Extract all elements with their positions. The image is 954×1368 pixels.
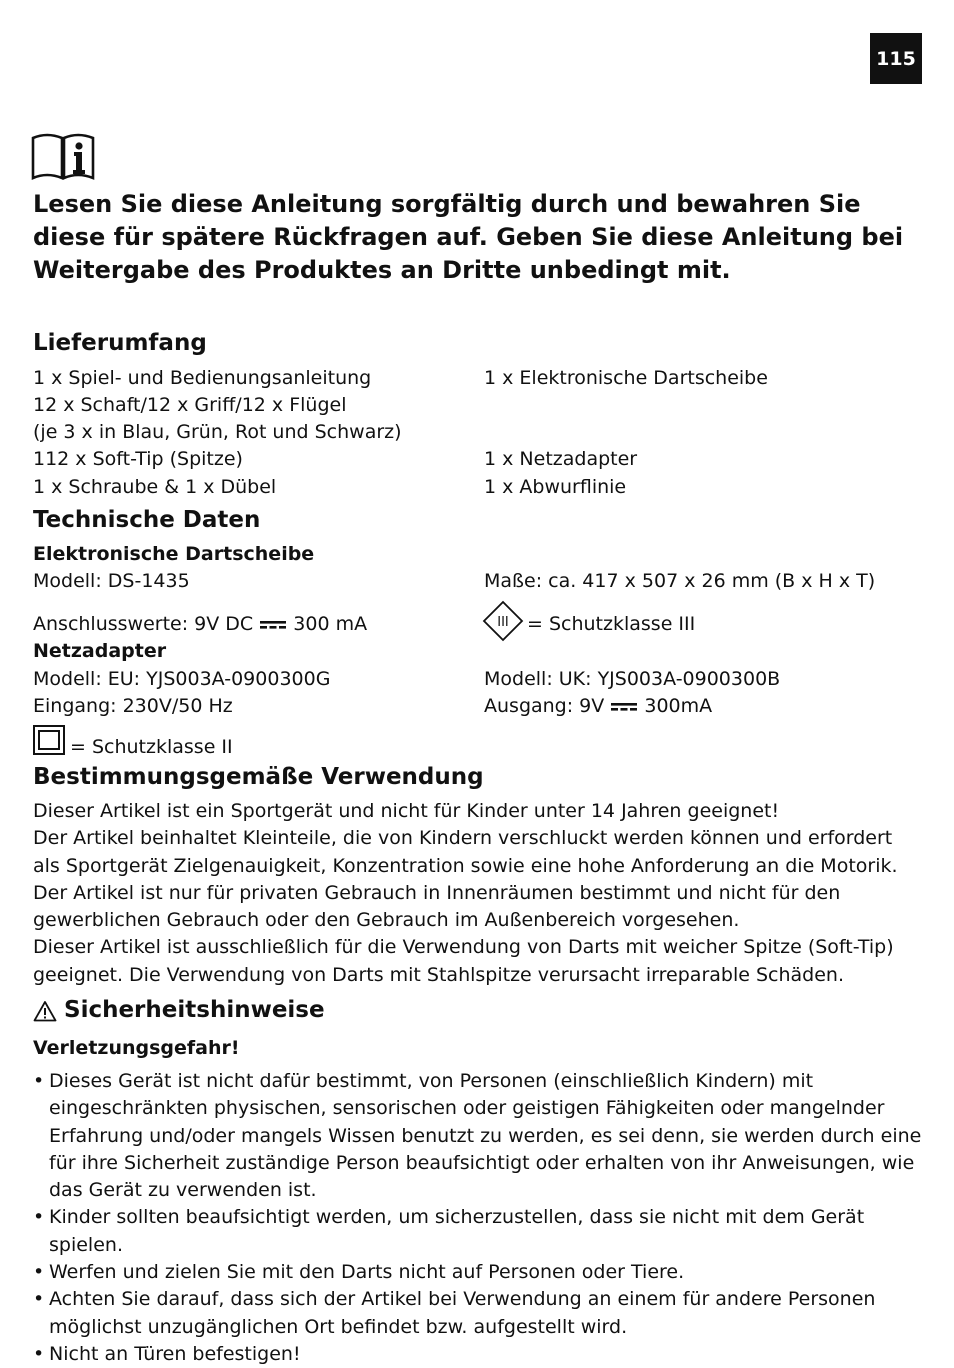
warning-icon (33, 1000, 57, 1022)
verletzungsgefahr-subheading: Verletzungsgefahr! (33, 1037, 240, 1059)
list-item: 1 x Schraube & 1 x Dübel (33, 476, 277, 498)
safety-bullet: • Achten Sie darauf, dass sich der Artikel bei Verwendung an einem für andere Personen möglichst unzugänglichen Ort befindet bzw. aufgestellt wird. (33, 1286, 923, 1341)
modell-text: Modell: DS-1435 (33, 570, 190, 592)
protection-class-ii-icon (33, 725, 65, 755)
eingang-text: Eingang: 230V/50 Hz (33, 695, 233, 717)
sicherheit-heading: Sicherheitshinweise (64, 997, 325, 1023)
technische-daten-heading: Technische Daten (33, 507, 261, 533)
list-item: 12 x Schaft/12 x Griff/12 x Flügel (33, 394, 347, 416)
anschlusswerte-label: Anschlusswerte: 9V DC (33, 613, 254, 635)
netzadapter-subheading: Netzadapter (33, 640, 167, 662)
dartscheibe-subheading: Elektronische Dartscheibe (33, 543, 315, 565)
schutzklasse-iii-text: = Schutzklasse III (527, 613, 696, 635)
list-item: 1 x Netzadapter (484, 448, 638, 470)
manual-info-icon (31, 130, 95, 180)
page-number: 115 (870, 33, 922, 84)
ausgang-value: 300mA (644, 695, 713, 717)
bestimmung-paragraph: Der Artikel ist nur für privaten Gebrauch in Innenräumen bestimmt und nicht für den gewerblichen Gebrauch oder den Gebrauch im Außenbereich vorgesehen. (33, 881, 841, 932)
list-item: 112 x Soft-Tip (Spitze) (33, 448, 243, 470)
bestimmung-paragraph: Der Artikel beinhaltet Kleinteile, die von Kindern verschluckt werden können und erfordert als Sportgerät Zielgenauigkeit, Konzentration sowie eine hohe Anforderung an die Motorik. (33, 827, 898, 877)
ausgang-label: Ausgang: 9V (484, 695, 605, 717)
masse-text: Maße: ca. 417 x 507 x 26 mm (B x H x T) (484, 570, 876, 592)
safety-bullet: • Nicht an Türen befestigen! (33, 1341, 923, 1368)
bestimmung-text (33, 798, 923, 989)
bestimmung-paragraph: Dieser Artikel ist ausschließlich für die Verwendung von Darts mit weicher Spitze (Soft-Tip) geeignet. Die Verwendung von Darts mit Stahlspitze verursacht irreparable Schäden. (33, 936, 894, 986)
bestimmung-paragraph: Dieser Artikel ist ein Sportgerät und nicht für Kinder unter 14 Jahren geeignet! (33, 800, 780, 822)
anschlusswerte (33, 613, 367, 635)
safety-bullet: • Dieses Gerät ist nicht dafür bestimmt, von Personen (einschließlich Kindern) mit eingeschränkten physischen, sensorischen oder geistigen Fähigkeiten oder mangelnder Erfahrung und/oder mangels Wissen benutzt zu werden, es sei denn, sie werden durch eine für ihre Sicherheit zuständige Person beaufsichtigt oder erhalten von ihr Anweisungen, wie das Gerät zu verwenden ist. (33, 1068, 923, 1204)
anschlusswerte-value: 300 mA (293, 613, 368, 635)
dc-symbol-icon (610, 702, 638, 712)
lieferumfang-heading: Lieferumfang (33, 330, 207, 356)
schutzklasse-ii-text: = Schutzklasse II (70, 736, 233, 758)
list-item: 1 x Elektronische Dartscheibe (484, 367, 768, 389)
protection-class-iii-symbol: III (497, 615, 509, 630)
list-item: 1 x Spiel- und Bedienungsanleitung (33, 367, 372, 389)
intro-text: Lesen Sie diese Anleitung sorgfältig durch und bewahren Sie diese für spätere Rückfragen auf. Geben Sie diese Anleitung bei Weitergabe des Produktes an Dritte unbedingt mit. (33, 190, 904, 284)
dc-symbol-icon (259, 620, 287, 630)
modell-uk-text: Modell: UK: YJS003A-0900300B (484, 668, 781, 690)
list-item: (je 3 x in Blau, Grün, Rot und Schwarz) (33, 421, 402, 443)
modell-eu-text: Modell: EU: YJS003A-0900300G (33, 668, 331, 690)
protection-class-iii-icon (482, 600, 524, 642)
safety-bullet-list (33, 1068, 923, 1368)
safety-bullet: • Werfen und zielen Sie mit den Darts nicht auf Personen oder Tiere. (33, 1259, 923, 1286)
safety-bullet: • Kinder sollten beaufsichtigt werden, um sicherzustellen, dass sie nicht mit dem Gerät spielen. (33, 1204, 923, 1259)
ausgang (484, 695, 712, 717)
bestimmung-heading: Bestimmungsgemäße Verwendung (33, 764, 484, 790)
list-item: 1 x Abwurflinie (484, 476, 627, 498)
